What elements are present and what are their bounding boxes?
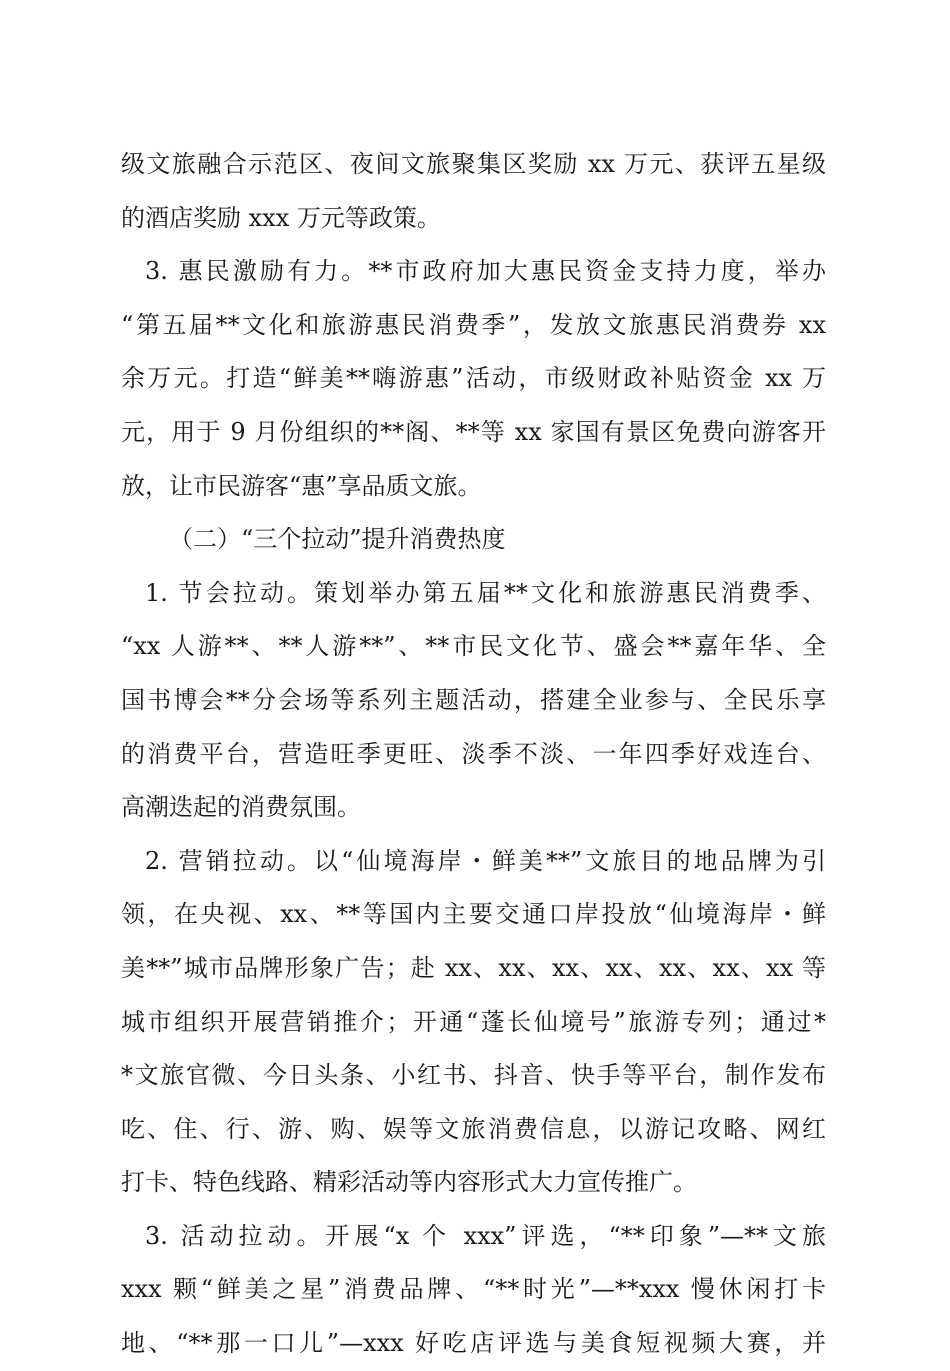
section-heading: （二）“三个拉动”提升消费热度 [169,525,506,554]
document-body [121,138,826,1371]
text-line: 的酒店奖励 xxx 万元等政策。 [121,203,441,232]
text-line: 国书博会**分会场等系列主题活动，搭建全业参与、全民乐享 [121,685,826,714]
text-line: 美**”城市品牌形象广告；赴 xx、xx、xx、xx、xx、xx、xx 等 [121,953,826,982]
text-line: 放，让市民游客“惠”享品质文旅。 [121,471,482,500]
text-line: 元，用于 9 月份组织的**阁、**等 xx 家国有景区免费向游客开 [121,417,826,446]
text-line: 打卡、特色线路、精彩活动等内容形式大力宣传推广。 [121,1168,697,1197]
text-line: 城市组织开展营销推介；开通“蓬长仙境号”旅游专列；通过* [121,1007,826,1036]
text-line: 地、“**那一口儿”—xxx 好吃店评选与美食短视频大赛，并 [121,1329,826,1358]
text-line: “xx 人游**、**人游**”、**市民文化节、盛会**嘉年华、全 [121,632,826,661]
text-line: 3. 惠民激励有力。**市政府加大惠民资金支持力度，举办 [145,257,826,286]
text-line: “第五届**文化和旅游惠民消费季”，发放文旅惠民消费券 xx [121,310,826,339]
text-line: 余万元。打造“鲜美**嗨游惠”活动，市级财政补贴资金 xx 万 [121,364,826,393]
text-line: 级文旅融合示范区、夜间文旅聚集区奖励 xx 万元、获评五星级 [121,150,826,178]
text-line: xxx 颗“鲜美之星”消费品牌、“**时光”—**xxx 慢休闲打卡 [121,1275,826,1304]
text-line: 领，在央视、xx、**等国内主要交通口岸投放“仙境海岸・鲜 [121,900,826,929]
text-line: 3. 活动拉动。开展“x 个 xxx”评选，“**印象”—**文旅 [145,1221,826,1250]
text-line: 的消费平台，营造旺季更旺、淡季不淡、一年四季好戏连台、 [121,739,826,768]
text-line: 吃、住、行、游、购、娱等文旅消费信息，以游记攻略、网红 [121,1114,826,1143]
text-line: 2. 营销拉动。以“仙境海岸・鲜美**”文旅目的地品牌为引 [145,846,826,875]
text-line: 1. 节会拉动。策划举办第五届**文化和旅游惠民消费季、 [145,578,826,607]
text-line: *文旅官微、今日头条、小红书、抖音、快手等平台，制作发布 [121,1061,826,1090]
text-line: 高潮迭起的消费氛围。 [121,793,361,822]
